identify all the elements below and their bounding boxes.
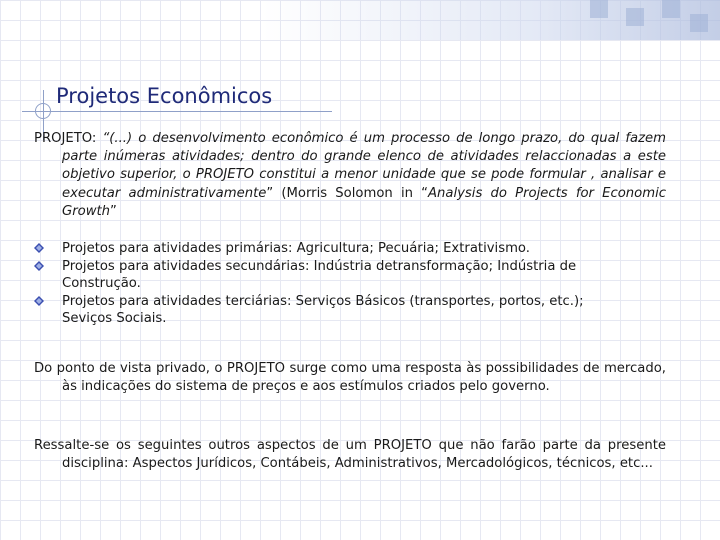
crosshair-decoration-icon xyxy=(35,103,51,119)
diamond-bullet-icon xyxy=(34,261,44,271)
list-item xyxy=(34,258,624,293)
projeto-attribution: ” (Morris Solomon in “ xyxy=(266,185,428,201)
list-item xyxy=(34,240,624,258)
projeto-closing-quote: ” xyxy=(110,203,117,219)
projeto-label: PROJETO: xyxy=(34,131,103,146)
crosshair-horizontal-line xyxy=(22,111,332,112)
projeto-definition-paragraph xyxy=(34,130,666,221)
list-item xyxy=(34,293,624,328)
diamond-bullet-icon xyxy=(34,243,44,253)
diamond-bullet-icon xyxy=(34,296,44,306)
bullet-text: Projetos para atividades terciárias: Serviços Básicos (transportes, portos, etc.); Seviços Sociais. xyxy=(62,293,584,326)
projeto-quote: “(...) o desenvolvimento econômico é um processo de longo prazo, do qual fazem parte inúmeras atividades; dentro do grande elenco de atividades relaccionadas a este objetivo superior, o PROJETO constitui a menor unidade que se pode formular , analisar e executar administrativamente xyxy=(62,131,666,201)
bullet-text: Projetos para atividades secundárias: Indústria detransformação; Indústria de Construção. xyxy=(62,258,577,291)
bullet-text: Projetos para atividades primárias: Agricultura; Pecuária; Extrativismo. xyxy=(62,241,530,256)
activity-types-list xyxy=(34,240,624,328)
header-square-pattern xyxy=(580,0,720,40)
excluded-aspects-paragraph: Ressalte-se os seguintes outros aspectos de um PROJETO que não farão parte da presente disciplina: Aspectos Jurídicos, Contábeis, Administrativos, Mercadológicos, técnicos, etc... xyxy=(34,438,666,472)
projeto-book-title: Analysis do Projects for Economic Growth xyxy=(62,185,666,219)
slide-title: Projetos Econômicos xyxy=(56,84,273,108)
private-view-paragraph: Do ponto de vista privado, o PROJETO surge como uma resposta às possibilidades de mercado, às indicações do sistema de preços e aos estímulos criados pelo governo. xyxy=(34,361,666,395)
